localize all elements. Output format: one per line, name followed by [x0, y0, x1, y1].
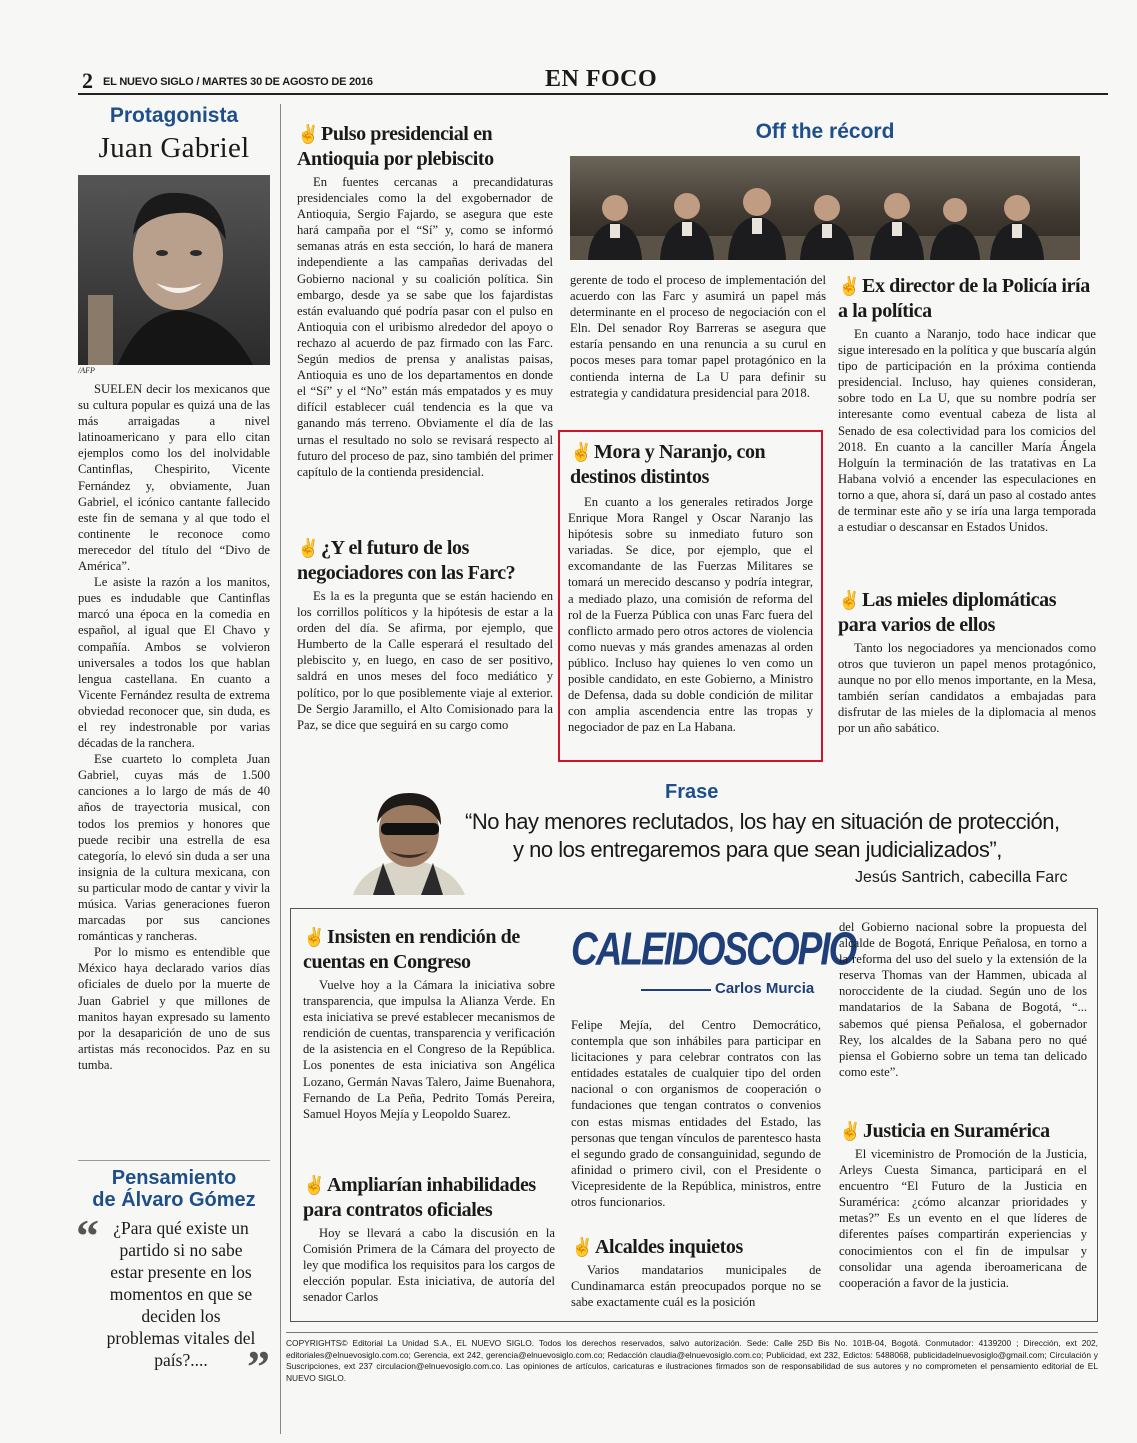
protagonista-paragraph: Le asiste la razón a los manitos, pues es indudable que Cantinflas marcó una época en la comedia en español, al igual que El Chavo y compañía. Ambos se volvieron universales a todos los que hablan lengua castellana. En cuanto a Vicente Fernández resulta de extrema obviedad reconocer que, sin duda, es el rey indestronable por varias décadas de la ranchera.: [78, 575, 270, 751]
caleidoscopio-masthead: [571, 923, 856, 1009]
mora-paragraph: En cuanto a los generales retirados Jorge Enrique Mora Rangel y Oscar Naranjo las hipótesis sobre su inmediato futuro son variadas. Se dice, por ejemplo, que el excomandante de las Fuerzas Militares se tomará un merecido descanso y podría integrar, a mediado plazo, una comisión de reforma del rol de la Fuerza Pública con unas Farc fuera del conflicto armado pero otros actores de violencia como nuevas y más grandes amenazas al orden público. Incluso hay quienes lo ven como un posible candidato, en este Gobierno, a Ministro de Defensa, dada su doble condición de militar con amplia ascendencia entre las tropas y negociador de paz en La Habana.: [568, 495, 813, 735]
caleidoscopio-title: CALEIDOSCOPIO: [571, 923, 856, 975]
mieles-title-text: Las mieles diplomáticas para varios de ellos: [838, 589, 1057, 636]
page-number: 2: [82, 68, 93, 93]
futuro-paragraph: Es la es la pregunta que se están haciendo en los corrillos políticos y la hipótesis de estar a la orden del día. Se afirma, por ejemplo, que Humberto de la Calle esperará el resultado del plebiscito y, en luego, en caso de ser positivo, saldrá en unos meses del foco mediático y político, por lo que posiblemente viaje al exterior. De Sergio Jaramillo, el Alto Comisionado para la Paz, se dice que seguirá en su cargo como: [297, 589, 553, 732]
insisten-title-text: Insisten en rendición de cuentas en Congreso: [303, 926, 520, 973]
page-header: [20, 66, 1105, 96]
ampliarian-paragraph: Hoy se llevará a cabo la discusión en la Comisión Primera de la Cámara del proyecto de ley que modifica los requisitos para los cargos de elección popular. Esta iniciativa, de autoría del senador Carlos: [303, 1226, 555, 1305]
mora-body: [568, 494, 813, 735]
paper-line: EL NUEVO SIGLO / MARTES 30 DE AGOSTO DE 2016: [103, 76, 373, 88]
victory-hand-icon: ✌: [570, 442, 593, 462]
pulso-paragraph: En fuentes cercanas a precandidaturas presidenciales como la del exgobernador de Antioquia, Sergio Fajardo, se asegura que este hará campaña por el “Sí” y, como se informó semanas atrás en esta sección, lo hará de manera independiente a las campañas derivadas del Gobierno nacional y su coalición política. Sin embargo, desde ya se sabe que los fajardistas están evaluando qué podría pasar con el pulso en Antioquia con el uribismo alrededor del apoyo o rechazo al acuerdo de paz firmado con las Farc. Según medios de prensa y analistas paisas, Antioquia es uno de los departamentos en donde el “Sí” y el “No” están más empatados y es muy difícil establecer cuál tendencia es la que va ganando más terreno. Obviamente el día de las urnas el resultado no solo se revisará respecto al futuro del proceso de paz, sino también del primer capítulo de la contienda presidencial.: [297, 175, 553, 479]
juan-gabriel-photo: [78, 175, 270, 365]
victory-hand-icon: ✌: [297, 124, 320, 144]
victory-hand-icon: ✌: [838, 276, 861, 296]
frase-line1: “No hay menores reclutados, los hay en situación de protección,: [465, 809, 1060, 834]
ex-director-article: [838, 274, 1096, 535]
pensamiento-title-line2: de Álvaro Gómez: [92, 1189, 256, 1211]
futuro-article: [297, 536, 553, 733]
pulso-title: [297, 122, 553, 172]
victory-hand-icon: ✌: [838, 590, 861, 610]
alcaldes-paragraph: Varios mandatarios municipales de Cundinamarca están preocupados porque no se sabe exactamente cuál es la posición: [571, 1263, 821, 1310]
futuro-title-text: ¿Y el futuro de los negociadores con las Farc?: [297, 537, 516, 584]
ex-director-title-text: Ex director de la Policía iría a la política: [838, 275, 1090, 322]
footer-copyright: COPYRIGHTS© Editorial La Unidad S.A., EL NUEVO SIGLO. Todos los derechos reservados, salvo autorización. Sede: Calle 25D Bis No. 101B-04, Bogotá. Conmutador: 4139200 ; Dirección, ext 202, editoriales@elnuevosiglo.com.co; Gerencia, ext 242, gerencia@elnuevosiglo.com.co; Redacción claudia@elnuevosiglo.com.co; Publicidad, ext 232, Edictos: 5488068, publicidadelnuevosiglo@gmail.com; Circulación y Suscripciones, ext 237 circulacion@elnuevosiglo.com.co. Las opiniones de artículos, caricaturas e ilustraciones firmados son de responsabilidad de sus autores y no comprometen el pensamiento editorial de EL NUEVO SIGLO.: [286, 1338, 1098, 1383]
alcaldes-title-text: Alcaldes inquietos: [595, 1236, 743, 1258]
group-photo-illustration: [570, 156, 1080, 260]
justicia-title: [839, 1119, 1087, 1144]
off-the-record-title: Off the récord: [755, 120, 895, 143]
protagonista-name: Juan Gabriel: [98, 132, 250, 164]
santrich-photo: [343, 785, 473, 895]
alcaldes-article: [571, 1235, 821, 1310]
ampliarian-continuation-paragraph: Felipe Mejía, del Centro Democrático, contempla que son inhábiles para participar en licitaciones y para celebrar contratos con las entidades estatales de cualquier tipo del orden nacional o con organismos de cooperación o fundaciones que tengan contratos o convenios con estas mismas entidades del Estado, las personas que tengan vínculos de parentesco hasta el segundo grado de consanguinidad, segundo de afinidad o primero civil, con el Presidente o Vicepresidente de la República, ministros, entre otros funcionarios.: [571, 1018, 821, 1210]
pulso-body: [297, 174, 553, 480]
frase-label: Frase: [665, 781, 719, 803]
alcaldes-continuation: [839, 919, 1087, 1080]
mieles-article: [838, 588, 1096, 737]
frase-author: Jesús Santrich, cabecilla Farc: [855, 869, 1068, 886]
pensamiento-title: [78, 1167, 270, 1211]
section-title: EN FOCO: [545, 66, 658, 92]
singer-portrait-illustration: [78, 175, 270, 365]
mora-title: [568, 440, 813, 490]
alcaldes-title: [571, 1235, 821, 1260]
protagonista-paragraph: Ese cuarteto lo completa Juan Gabriel, cuyas más de 1.500 canciones a lo largo de más de 40 años de trayectoria musical, con todos los premios y honores que puede recibir una estrella de esa categoría, lo elevó sin duda a ser una insignia de la cultura mexicana, con su particular modo de cantar y vivir la música. Varias generaciones fueron marcadas por sus canciones románticas y rancheras.: [78, 752, 270, 944]
justicia-title-text: Justicia en Suramérica: [863, 1120, 1050, 1142]
ampliarian-article: [303, 1173, 555, 1305]
frase-section: [285, 775, 1100, 895]
header-rule: [78, 93, 1108, 95]
open-quote-mark: “: [76, 1210, 99, 1261]
futuro-continuation-paragraph: gerente de todo el proceso de implementación del acuerdo con las Farc y asumirá un papel más determinante en el proceso de negociación con el Eln. Del senador Roy Barreras se asegura que estaría pensando en una renuncia a su curul en pocos meses para tomar papel protagónico en la contienda interna de La U para definir su estrategia y candidatura presidencial para 2018.: [570, 273, 826, 400]
negotiators-photo: [570, 156, 1080, 260]
insisten-paragraph: Vuelve hoy a la Cámara la iniciativa sobre transparencia, que impulsa la Alianza Verde. En esta iniciativa se prevé establecer mecanismos de rendición de cuentas, transparencia y verificación de la asistencia en el Congreso de la República. Los ponentes de esta iniciativa son Angélica Lozano, Germán Navas Talero, Jaime Buenahora, Fernando de La Peña, Pedrito Tomás Pereira, Samuel Hoyos Mejía y Leopoldo Suarez.: [303, 978, 555, 1121]
ampliarian-title-text: Ampliarían inhabilidades para contratos oficiales: [303, 1174, 536, 1221]
pulso-title-text: Pulso presidencial en Antioquia por plebiscito: [297, 123, 494, 170]
victory-hand-icon: ✌: [839, 1121, 862, 1141]
futuro-body: [297, 588, 553, 733]
alcaldes-body: [571, 1262, 821, 1310]
victory-hand-icon: ✌: [303, 1175, 326, 1195]
justicia-body: [839, 1146, 1087, 1291]
protagonista-paragraph: SUELEN decir los mexicanos que su cultura popular es quizá una de las más arraigadas a nivel latinoamericano y para ello citan ejemplos como los del inolvidable Cantinflas, Chespirito, Vicente Fernández y, obviamente, Juan Gabriel, el icónico cantante fallecido este fin de semana y al que todo el continente le reconoce como merecedor del título del “Divo de América”.: [78, 382, 270, 574]
footer-rule: [286, 1332, 1098, 1333]
caleidoscopio-author: Carlos Murcia: [715, 980, 815, 997]
author-rule: [641, 989, 711, 991]
pensamiento-box: [76, 1160, 270, 1392]
ex-director-title: [838, 274, 1096, 324]
pensamiento-title-line1: Pensamiento: [111, 1167, 237, 1189]
protagonista-body: [78, 381, 270, 1073]
futuro-continuation: [570, 272, 826, 401]
victory-hand-icon: ✌: [303, 927, 326, 947]
insisten-title: [303, 925, 555, 975]
justicia-article: [839, 1119, 1087, 1291]
ampliarian-body: [303, 1225, 555, 1305]
victory-hand-icon: ✌: [571, 1237, 594, 1257]
insisten-article: [303, 925, 555, 1122]
pulso-article: [297, 122, 553, 480]
frase-line2: y no los entregaremos para que sean judicializados”,: [513, 837, 1002, 862]
mieles-title: [838, 588, 1096, 638]
mieles-paragraph: Tanto los negociadores ya mencionados como otros que tuvieron un papel menos protagónico, aunque no por ello menos importante, en la Mesa, también serían candidatos a embajadas para disfrutar de las mieles de la diplomacia al menos por un año sabático.: [838, 641, 1096, 736]
pensamiento-top-rule: [78, 1160, 270, 1161]
protagonista-paragraph: Por lo mismo es entendible que México haya declarado varios días oficiales de duelo por la muerte de Juan Gabriel y que millones de manitos hayan expresado su lamento por la desaparición de uno de sus artistas más reconocidos. Paz en su tumba.: [78, 945, 270, 1072]
portrait-illustration: [343, 785, 473, 895]
justicia-paragraph: El viceministro de Promoción de la Justicia, Arleys Cuesta Simanca, participará en el encuentro “El Futuro de la Justicia en Suramérica: ¿cómo alcanzar prioridades y metas?” Es un evento en el que líderes de diferentes países compartirán experiencias y conocimientos con el fin de impulsar y consolidar una agenda iberoamericana de cooperación a favor de la justicia.: [839, 1147, 1087, 1290]
close-quote-mark: ”: [247, 1341, 270, 1392]
futuro-title: [297, 536, 553, 586]
protagonista-column: [78, 100, 270, 1073]
mora-title-text: Mora y Naranjo, con destinos distintos: [570, 441, 766, 488]
mieles-body: [838, 640, 1096, 737]
ampliarian-title: [303, 1173, 555, 1223]
ex-director-body: [838, 326, 1096, 535]
mora-naranjo-box: [558, 430, 823, 762]
column-divider: [280, 104, 281, 1434]
ex-director-paragraph: En cuanto a Naranjo, todo hace indicar que sigue interesado en la política y que buscaría algún tipo de participación en la próxima contienda presidencial. Incluso, hay quienes consideran, sobre todo en La U, que su nombre podría ser interesante como eventual cabeza de lista al Senado de esa colectividad para los comicios del 2018. En cuanto a la canciller María Ángela Holguín la terminación de las tratativas en La Habana volvió a encender las especulaciones en torno a que, ahora sí, dará un paso al costado antes de terminar este año y se iría una larga temporada a estudiar o descansar en Estados Unidos.: [838, 327, 1096, 535]
insisten-body: [303, 977, 555, 1122]
caleidoscopio-box: [290, 908, 1098, 1322]
ampliarian-continuation: [571, 1017, 821, 1210]
pensamiento-quote: ¿Para qué existe un partido si no sabe estar presente en los momentos en que se deciden los problemas vitales del país?....: [106, 1218, 256, 1370]
photo-credit: /AFP: [78, 366, 95, 375]
protagonista-kicker: Protagonista: [109, 104, 239, 127]
victory-hand-icon: ✌: [297, 538, 320, 558]
alcaldes-continuation-paragraph: del Gobierno nacional sobre la propuesta del alcalde de Bogotá, Enrique Peñalosa, en torno a la reforma del uso del suelo y la extensión de la reserva Thomas van der Hammen, ubicada al noroccidente de la ciudad. Según uno de los mandatarios de la Sabana de Bogotá, “... sabemos qué piensa Peñalosa, el gobernador Rey, los alcaldes de la Sabana pero no qué piensa el Gobierno sobre un tema tan delicado como este”.: [839, 920, 1087, 1079]
